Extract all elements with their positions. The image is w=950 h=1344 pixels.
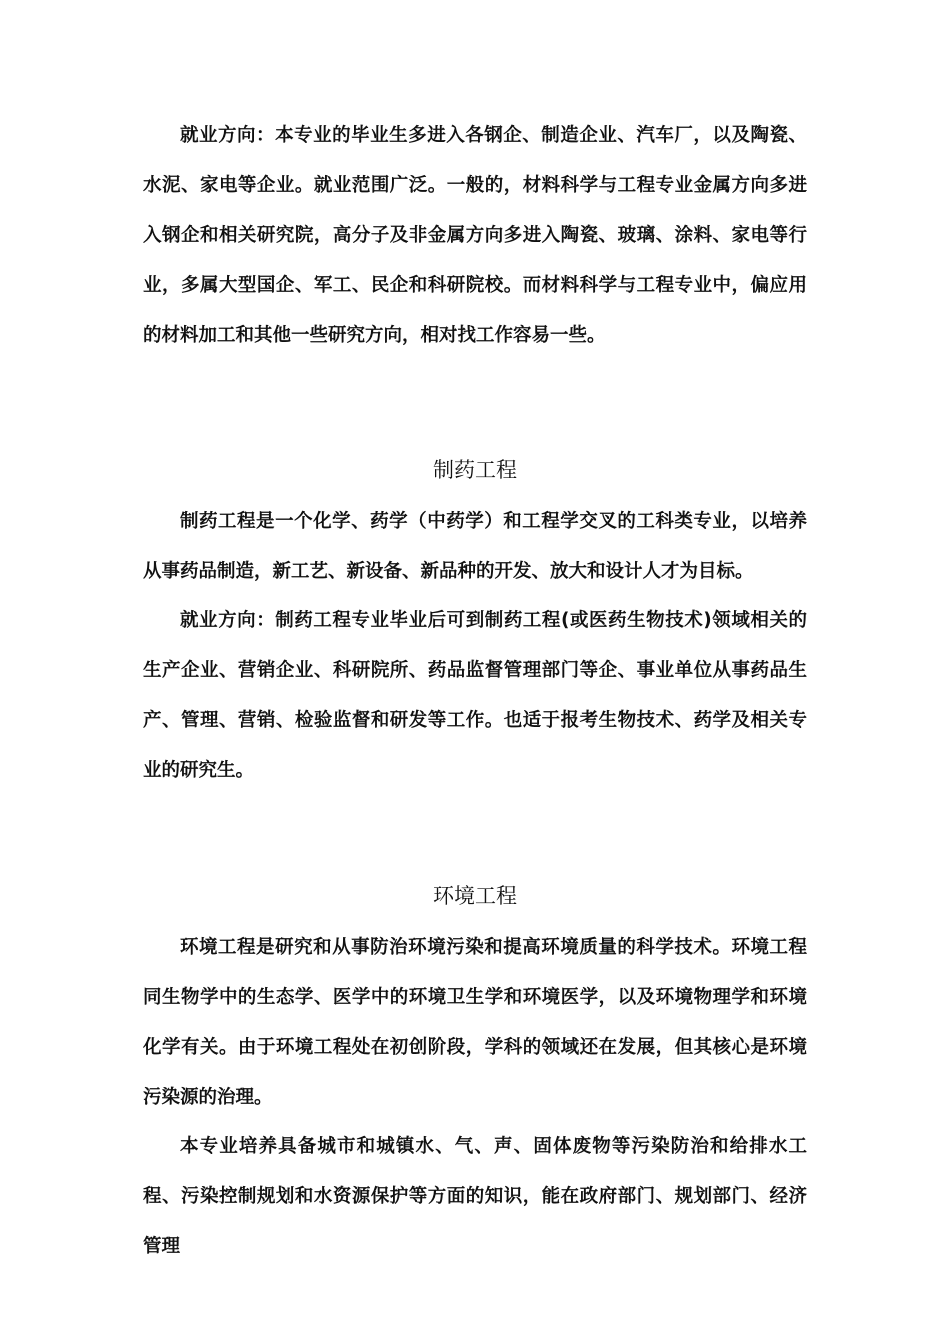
pharmaceutical-employment-paragraph: 就业方向：制药工程专业毕业后可到制药工程(或医药生物技术)领域相关的生产企业、营销企业、科研院所、药品监督管理部门等企、事业单位从事药品生产、管理、营销、检验监督和研发等工作。也适于报考生物技术、药学及相关专业的研究生。	[143, 610, 807, 781]
pharmaceutical-intro-paragraph: 制药工程是一个化学、药学（中药学）和工程学交叉的工科类专业，以培养从事药品制造，新工艺、新设备、新品种的开发、放大和设计人才为目标。	[143, 511, 807, 582]
employment-direction-paragraph: 就业方向：本专业的毕业生多进入各钢企、制造企业、汽车厂，以及陶瓷、水泥、家电等企业。就业范围广泛。一般的，材料科学与工程专业金属方向多进入钢企和相关研究院，高分子及非金属方向多进入陶瓷、玻璃、涂料、家电等行业，多属大型国企、军工、民企和科研院校。而材料科学与工程专业中，偏应用的材料加工和其他一些研究方向，相对找工作容易一些。	[143, 125, 807, 346]
section-heading-environmental-engineering: 环境工程	[433, 884, 517, 908]
environmental-intro-paragraph: 环境工程是研究和从事防治环境污染和提高环境质量的科学技术。环境工程同生物学中的生态学、医学中的环境卫生学和环境医学，以及环境物理学和环境化学有关。由于环境工程处在初创阶段，学科的领域还在发展，但其核心是环境污染源的治理。	[143, 937, 807, 1108]
environmental-training-paragraph: 本专业培养具备城市和城镇水、气、声、固体废物等污染防治和给排水工程、污染控制规划和水资源保护等方面的知识，能在政府部门、规划部门、经济管理	[143, 1136, 807, 1257]
section-heading-pharmaceutical-engineering: 制药工程	[433, 458, 517, 482]
